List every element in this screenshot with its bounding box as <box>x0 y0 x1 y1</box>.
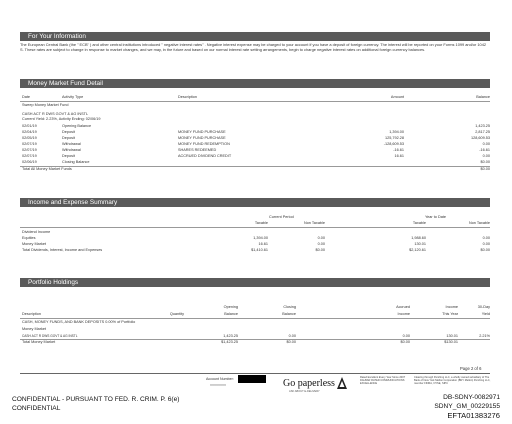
income-title: Income and Expense Summary <box>28 199 118 206</box>
portfolio-row-label: CASH ACT R DWS GOVT & AG INSTL <box>22 334 78 338</box>
go-paperless-sub: ASK ABOUT E-DELIVERY <box>289 390 320 393</box>
portfolio-row-accrued: $0.00 <box>400 340 410 344</box>
page-number: Page 2 of 6 <box>460 366 482 371</box>
portfolio-row-closing: 0.00 <box>288 334 296 338</box>
income-row-label: Money Market <box>22 242 47 246</box>
mmf-row-date: 02/07/19 <box>22 148 37 152</box>
portfolio-title: Portfolio Holdings <box>28 279 79 286</box>
mmf-total-label: Total All Money Market Funds <box>22 167 72 171</box>
info-title: For Your Information <box>28 33 86 40</box>
portfolio-header-rule <box>20 318 490 319</box>
mmf-fund-name: Sweep Money Market Fund <box>22 103 69 107</box>
mmf-row-activity: Deposit <box>62 136 75 140</box>
mmf-header-rule <box>20 101 490 102</box>
mmf-row-activity: Deposit <box>62 130 75 134</box>
mmf-row-activity: Withdrawal <box>62 142 81 146</box>
mmf-yield-line: Current Yield: 2.23%, Activity Ending: 02/06/19 <box>22 117 101 121</box>
footer-bates-2: SDNY_GM_00229155 <box>434 403 500 410</box>
mmf-row-description: MONEY FUND REDEMPTION <box>178 142 230 146</box>
account-number-sub: XXXXXXXX <box>210 383 227 387</box>
income-row-ytd-taxable: 130.01 <box>414 242 426 246</box>
portfolio-row-income: 130.01 <box>446 334 458 338</box>
portfolio-header-description: Description <box>22 312 41 316</box>
mmf-row-balance: 1,423.25 <box>475 124 490 128</box>
mmf-header-amount: Amount <box>390 95 404 99</box>
info-paragraph: The European Central Bank (the " ECB" ) and other central institutions introduced " negative interest rates" . Negative interest expense may be charged to your account if you have a deposit of foreign currency. The interest will be reported on your Forms 1099 and/or 1042 S. These rates are subject to change in response to market changes, and we may, in the future and based on our normal interest rate setting arrangements, begin to charge negative interest rates on additional foreign currency balances. <box>20 42 487 53</box>
mmf-row-date: 02/07/19 <box>22 154 37 158</box>
mmf-row-description: MONEY FUND PURCHASE <box>178 130 226 134</box>
mmf-row-activity: Withdrawal <box>62 148 81 152</box>
income-cp-nontaxable-header: Non Taxable <box>303 221 325 225</box>
mmf-row-description: MONEY FUND PURCHASE <box>178 136 226 140</box>
go-paperless-logo: Go paperless <box>283 378 335 389</box>
income-row-ytd-taxable: $2,120.61 <box>409 248 426 252</box>
income-row-label: Total Dividends, Interest, Income and Expenses <box>22 248 103 252</box>
mmf-row-activity: Closing Balance <box>62 160 90 164</box>
mmf-row-date: 02/01/19 <box>22 124 37 128</box>
mmf-row-activity: Opening Balance <box>62 124 92 128</box>
mmf-total-rule <box>20 166 490 167</box>
income-row-cp-nontaxable: $0.00 <box>315 248 325 252</box>
mmf-row-balance: 0.00 <box>482 142 490 146</box>
income-year-to-date: Year to Date <box>425 215 446 219</box>
income-row-cp-nontaxable: 0.00 <box>317 242 325 246</box>
footer-rule <box>20 373 490 374</box>
portfolio-row-opening: $1,423.25 <box>221 340 238 344</box>
mmf-row-description: ACCRUED DIVIDEND CREDIT <box>178 154 232 158</box>
mmf-row-amount: -128,609.53 <box>383 142 404 146</box>
income-section-header <box>20 198 490 207</box>
portfolio-header-accrued-1: Accrued <box>396 305 410 309</box>
dalbar-award-icon <box>336 377 348 390</box>
portfolio-section-header <box>20 278 490 287</box>
income-row-label: Equities <box>22 236 36 240</box>
income-header-rule <box>20 227 490 228</box>
portfolio-header-income-2: This Year <box>442 312 458 316</box>
portfolio-row-opening: 1,423.25 <box>223 334 238 338</box>
portfolio-header-quantity: Quantity <box>169 312 184 316</box>
income-section-label: Dividend Income <box>22 230 51 234</box>
income-row-cp-taxable: 16.61 <box>258 242 268 246</box>
income-cp-taxable-header: Taxable <box>254 221 268 225</box>
footer-confidential-1: CONFIDENTIAL - PURSUANT TO FED. R. CRIM. P. 6(e) <box>12 396 180 403</box>
portfolio-category: CASH, MONEY FUNDS, AND BANK DEPOSITS 0.00% of Portfolio <box>22 320 136 324</box>
mmf-fund-line: CASH ACT R DWS GOVT & AG INSTL <box>22 112 89 116</box>
income-ytd-nontaxable-header: Non Taxable <box>468 221 490 225</box>
mmf-row-balance: -16.61 <box>479 148 490 152</box>
mmf-header-description: Description <box>178 95 197 99</box>
mmf-header-activity: Activity Type <box>62 95 84 99</box>
portfolio-header-opening-2: Balance <box>224 312 238 316</box>
footer-confidential-2: CONFIDENTIAL <box>12 405 61 412</box>
mmf-header-balance: Balance <box>476 95 490 99</box>
income-row-ytd-nontaxable: 0.00 <box>482 236 490 240</box>
mmf-row-amount: -16.61 <box>393 148 404 152</box>
mmf-row-description: SHARES REDEEMED <box>178 148 217 152</box>
portfolio-row-label: Total Money Market <box>22 340 56 344</box>
portfolio-header-opening-1: Opening <box>223 305 238 309</box>
portfolio-total-rule <box>20 339 490 340</box>
income-row-ytd-nontaxable: 0.00 <box>482 242 490 246</box>
income-row-cp-taxable: 1,394.00 <box>253 236 268 240</box>
mmf-row-balance: 2,817.25 <box>475 130 490 134</box>
portfolio-header-closing-2: Balance <box>282 312 296 316</box>
income-row-ytd-nontaxable: $0.00 <box>480 248 490 252</box>
portfolio-row-closing: $0.00 <box>286 340 296 344</box>
mmf-section-header <box>20 79 490 88</box>
account-number-label: Account Number: <box>206 377 234 381</box>
info-section-header <box>20 32 490 41</box>
mmf-row-activity: Deposit <box>62 154 75 158</box>
portfolio-header-closing-1: Closing <box>283 305 296 309</box>
mmf-header-date: Date <box>22 95 31 99</box>
mmf-row-amount: 125,792.28 <box>384 136 404 140</box>
income-current-period: Current Period <box>269 215 294 219</box>
portfolio-header-accrued-2: Income <box>397 312 410 316</box>
mmf-row-balance: 0.00 <box>482 154 490 158</box>
mmf-row-date: 02/06/19 <box>22 160 37 164</box>
portfolio-row-yield: 2.21% <box>479 334 490 338</box>
portfolio-header-yield-1: 30-Day <box>477 305 490 309</box>
income-ytd-taxable-header: Taxable <box>412 221 426 225</box>
portfolio-row-income: $130.01 <box>444 340 458 344</box>
portfolio-header-income-1: Income <box>445 305 458 309</box>
portfolio-row-accrued: 0.00 <box>402 334 410 338</box>
footer-bates-1: DB-SDNY-0082971 <box>443 394 500 401</box>
mmf-title: Money Market Fund Detail <box>28 80 103 87</box>
account-number-redaction <box>238 375 266 383</box>
clearing-text: Clearing through Pershing LLC, a wholly owned subsidiary of The Bank of New York Mellon Corporation (BNY Mellon) Pershing LLC, member FINRA, NYSE, SIPC <box>414 376 491 386</box>
mmf-row-amount: 1,394.00 <box>389 130 404 134</box>
mmf-row-date: 02/07/19 <box>22 142 37 146</box>
mmf-row-date: 02/05/19 <box>22 136 37 140</box>
portfolio-subcategory: Money Market <box>22 327 47 331</box>
mmf-total-balance: $0.00 <box>480 167 490 171</box>
mmf-row-balance: 128,609.53 <box>470 136 490 140</box>
income-row-cp-taxable: $1,410.61 <box>251 248 268 252</box>
mmf-row-balance: $0.00 <box>480 160 490 164</box>
portfolio-header-yield-2: Yield <box>481 312 490 316</box>
income-row-ytd-taxable: 1,988.60 <box>411 236 426 240</box>
mmf-row-amount: 16.61 <box>394 154 404 158</box>
award-text: Rated Excellent Every Year Since 2007 DALBAR RATED COMMUNICATIONS EXCELLENCE <box>360 376 406 386</box>
footer-efta: EFTA01383276 <box>447 411 500 420</box>
mmf-row-date: 02/04/19 <box>22 130 37 134</box>
income-row-cp-nontaxable: 0.00 <box>317 236 325 240</box>
